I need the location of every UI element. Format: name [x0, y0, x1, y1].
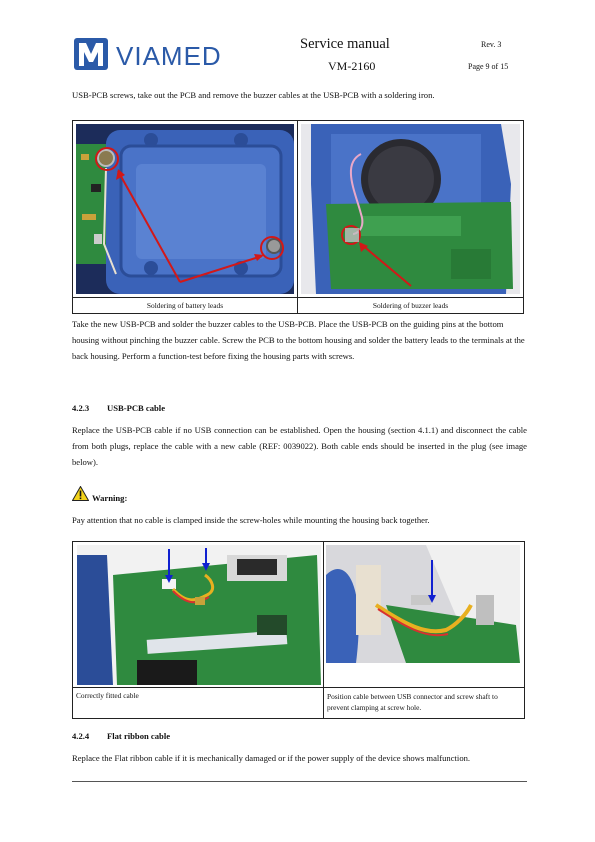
figure1-caption-right: Soldering of buzzer leads: [372, 301, 449, 310]
section-424-title: Flat ribbon cable: [107, 731, 171, 741]
battery-leads-photo: [76, 124, 294, 294]
figure1-table: [72, 120, 524, 314]
warning-label: Warning:: [92, 493, 128, 503]
section-423-number: 4.2.3: [72, 403, 90, 413]
model-number: VM-2160: [328, 59, 376, 73]
replace-paragraph: Take the new USB-PCB and solder the buzzer cables to the USB-PCB. Place the USB-PCB on the guiding pins at the bottom housing without pinching the buzzer cable. Screw the PCB to the bottom housing and solder the battery leads to the terminals at the back housing. Perform a function-test before fixing the housing parts with screws.: [72, 319, 525, 361]
figure2-table: [72, 541, 525, 719]
figure2-caption-right: Position cable between USB connector and screw shaft to prevent clamping at screw hole.: [327, 692, 498, 712]
buzzer-leads-photo: [301, 124, 520, 294]
section-424-number: 4.2.4: [72, 731, 90, 741]
footer-divider: [72, 781, 527, 782]
revision-label: Rev. 3: [481, 40, 502, 49]
section-423-title: USB-PCB cable: [107, 403, 166, 413]
viamed-logo: [74, 36, 244, 72]
logo-text: VIAMED: [116, 41, 222, 71]
section-423-text: Replace the USB-PCB cable if no USB connection can be established. Open the housing (section 4.1.1) and disconnect the cable from both plugs, replace the cable with a new cable (REF: 0039022). Both cable ends should be inserted in the plug (see image below).: [72, 425, 527, 467]
intro-paragraph: USB-PCB screws, take out the PCB and remove the buzzer cables at the USB-PCB with a soldering iron.: [72, 90, 435, 100]
document-title: Service manual: [300, 36, 390, 52]
section-424-text: Replace the Flat ribbon cable if it is mechanically damaged or if the power supply of the device shows malfunction.: [72, 753, 471, 763]
page-number: Page 9 of 15: [468, 62, 509, 71]
cable-position-photo: [326, 545, 520, 663]
warning-text: Pay attention that no cable is clamped inside the screw-holes while mounting the housing back together.: [72, 515, 430, 525]
figure1-caption-left: Soldering of battery leads: [146, 301, 224, 310]
warning-icon: [72, 486, 89, 501]
figure2-caption-left: Correctly fitted cable: [76, 691, 139, 700]
fitted-cable-photo: [77, 545, 321, 685]
